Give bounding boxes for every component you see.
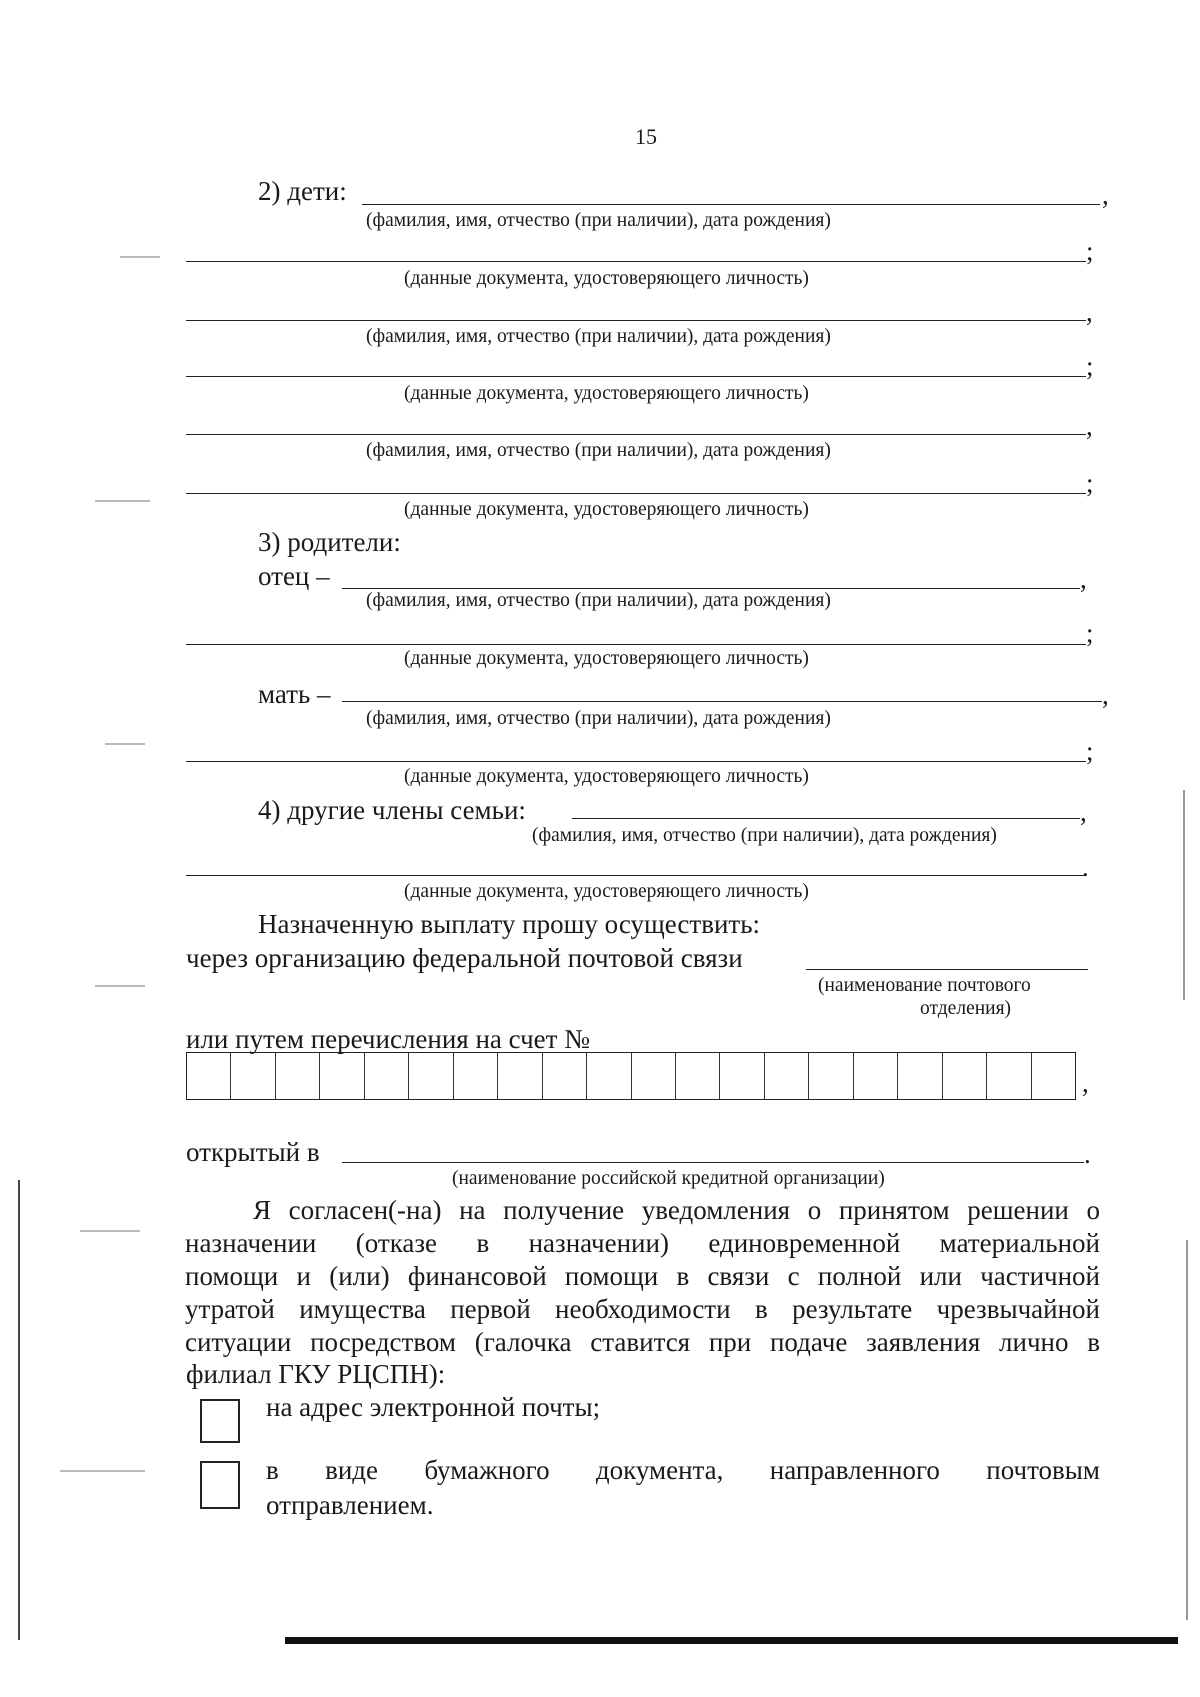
others-label: 4) другие члены семьи: [258, 795, 526, 825]
child1-fio-field[interactable] [362, 204, 1100, 205]
account-digit-cell[interactable] [942, 1053, 986, 1099]
child2-fio-field[interactable] [186, 320, 1086, 321]
semicolon: ; [1086, 618, 1094, 648]
postal-caption: отделения) [920, 998, 1012, 1019]
account-digit-cell[interactable] [631, 1053, 675, 1099]
account-digit-cell[interactable] [764, 1053, 808, 1099]
father-fio-field[interactable] [342, 588, 1080, 589]
children-label: 2) дети: [258, 176, 347, 206]
father-doc-field[interactable] [186, 644, 1086, 645]
comma: , [1086, 411, 1093, 441]
child3-fio-field[interactable] [186, 434, 1086, 435]
paper-option-label: отправлением. [266, 1490, 434, 1520]
doc-caption: (данные документа, удостоверяющего личность) [404, 648, 809, 669]
scan-speck [95, 500, 150, 502]
fio-caption: (фамилия, имя, отчество (при наличии), дата рождения) [366, 708, 831, 729]
postal-caption: (наименование почтового [818, 975, 1031, 996]
scan-speck [80, 1230, 140, 1232]
scan-speck [120, 256, 160, 258]
account-digit-cell[interactable] [453, 1053, 497, 1099]
account-digit-cell[interactable] [853, 1053, 897, 1099]
others-doc-field[interactable] [186, 875, 1086, 876]
page-number: 15 [635, 124, 657, 149]
account-digit-cell[interactable] [319, 1053, 363, 1099]
account-digit-cell[interactable] [586, 1053, 630, 1099]
scan-speck [95, 985, 145, 987]
postal-office-field[interactable] [806, 969, 1088, 970]
account-digit-cell[interactable] [897, 1053, 941, 1099]
account-digit-cell[interactable] [675, 1053, 719, 1099]
account-digit-cell[interactable] [986, 1053, 1030, 1099]
opened-in-label: открытый в [186, 1137, 320, 1167]
fio-caption: (фамилия, имя, отчество (при наличии), дата рождения) [532, 825, 997, 846]
consent-line: утратой имущества первой необходимости в результате чрезвычайной [185, 1294, 1100, 1324]
semicolon: ; [1086, 236, 1094, 266]
fio-caption: (фамилия, имя, отчество (при наличии), дата рождения) [366, 440, 831, 461]
father-label: отец – [258, 561, 330, 591]
paper-option-label: в виде бумажного документа, направленного почтовым [266, 1455, 1100, 1485]
comma: , [1080, 797, 1087, 827]
fio-caption: (фамилия, имя, отчество (при наличии), дата рождения) [366, 210, 831, 231]
account-digit-cell[interactable] [408, 1053, 452, 1099]
doc-caption: (данные документа, удостоверяющего личность) [404, 383, 809, 404]
account-number-cells[interactable] [186, 1052, 1076, 1100]
account-digit-cell[interactable] [230, 1053, 274, 1099]
child3-doc-field[interactable] [186, 493, 1086, 494]
consent-line: ситуации посредством (галочка ставится при подаче заявления лично в [185, 1327, 1100, 1357]
period: . [1084, 1139, 1091, 1169]
scan-edge-left [18, 1180, 20, 1640]
account-digit-cell[interactable] [497, 1053, 541, 1099]
child1-doc-field[interactable] [186, 261, 1086, 262]
consent-line: Я согласен(-на) на получение уведомления о принятом решении о [253, 1195, 1100, 1225]
mother-label: мать – [258, 679, 331, 709]
account-digit-cell[interactable] [275, 1053, 319, 1099]
fio-caption: (фамилия, имя, отчество (при наличии), дата рождения) [366, 590, 831, 611]
others-fio-field[interactable] [572, 818, 1080, 819]
account-label: или путем перечисления на счет № [186, 1024, 590, 1054]
semicolon: ; [1086, 736, 1094, 766]
fio-caption: (фамилия, имя, отчество (при наличии), дата рождения) [366, 326, 831, 347]
comma: , [1082, 1068, 1089, 1098]
account-digit-cell[interactable] [1031, 1053, 1075, 1099]
account-digit-cell[interactable] [808, 1053, 852, 1099]
scan-speck [105, 743, 145, 745]
semicolon: ; [1086, 468, 1094, 498]
account-digit-cell[interactable] [542, 1053, 586, 1099]
consent-line: помощи и (или) финансовой помощи в связи с полной или частичной [185, 1261, 1100, 1291]
consent-line: филиал ГКУ РЦСПН): [186, 1359, 446, 1389]
child2-doc-field[interactable] [186, 376, 1086, 377]
account-digit-cell[interactable] [364, 1053, 408, 1099]
scan-edge-right [1183, 790, 1185, 1000]
comma: , [1080, 564, 1087, 594]
mother-doc-field[interactable] [186, 761, 1086, 762]
bank-caption: (наименование российской кредитной организации) [452, 1168, 885, 1189]
payment-postal-label: через организацию федеральной почтовой связи [186, 943, 743, 973]
account-digit-cell[interactable] [719, 1053, 763, 1099]
comma: , [1102, 680, 1109, 710]
parents-label: 3) родители: [258, 527, 401, 557]
scan-edge-right [1186, 1240, 1188, 1620]
account-digit-cell[interactable] [187, 1053, 230, 1099]
doc-caption: (данные документа, удостоверяющего личность) [404, 268, 809, 289]
semicolon: ; [1086, 351, 1094, 381]
bank-name-field[interactable] [342, 1162, 1084, 1163]
doc-caption: (данные документа, удостоверяющего личность) [404, 499, 809, 520]
scan-bottom-bar [285, 1637, 1178, 1644]
payment-intro: Назначенную выплату прошу осуществить: [258, 909, 761, 939]
mother-fio-field[interactable] [342, 701, 1102, 702]
email-option-label: на адрес электронной почты; [266, 1392, 601, 1422]
doc-caption: (данные документа, удостоверяющего личность) [404, 881, 809, 902]
doc-caption: (данные документа, удостоверяющего личность) [404, 766, 809, 787]
comma: , [1086, 297, 1093, 327]
consent-line: назначении (отказе в назначении) единовременной материальной [185, 1228, 1100, 1258]
scan-speck [60, 1470, 145, 1472]
comma: , [1102, 180, 1109, 210]
period: . [1082, 852, 1089, 882]
email-checkbox[interactable] [200, 1399, 240, 1443]
paper-checkbox[interactable] [200, 1461, 240, 1509]
